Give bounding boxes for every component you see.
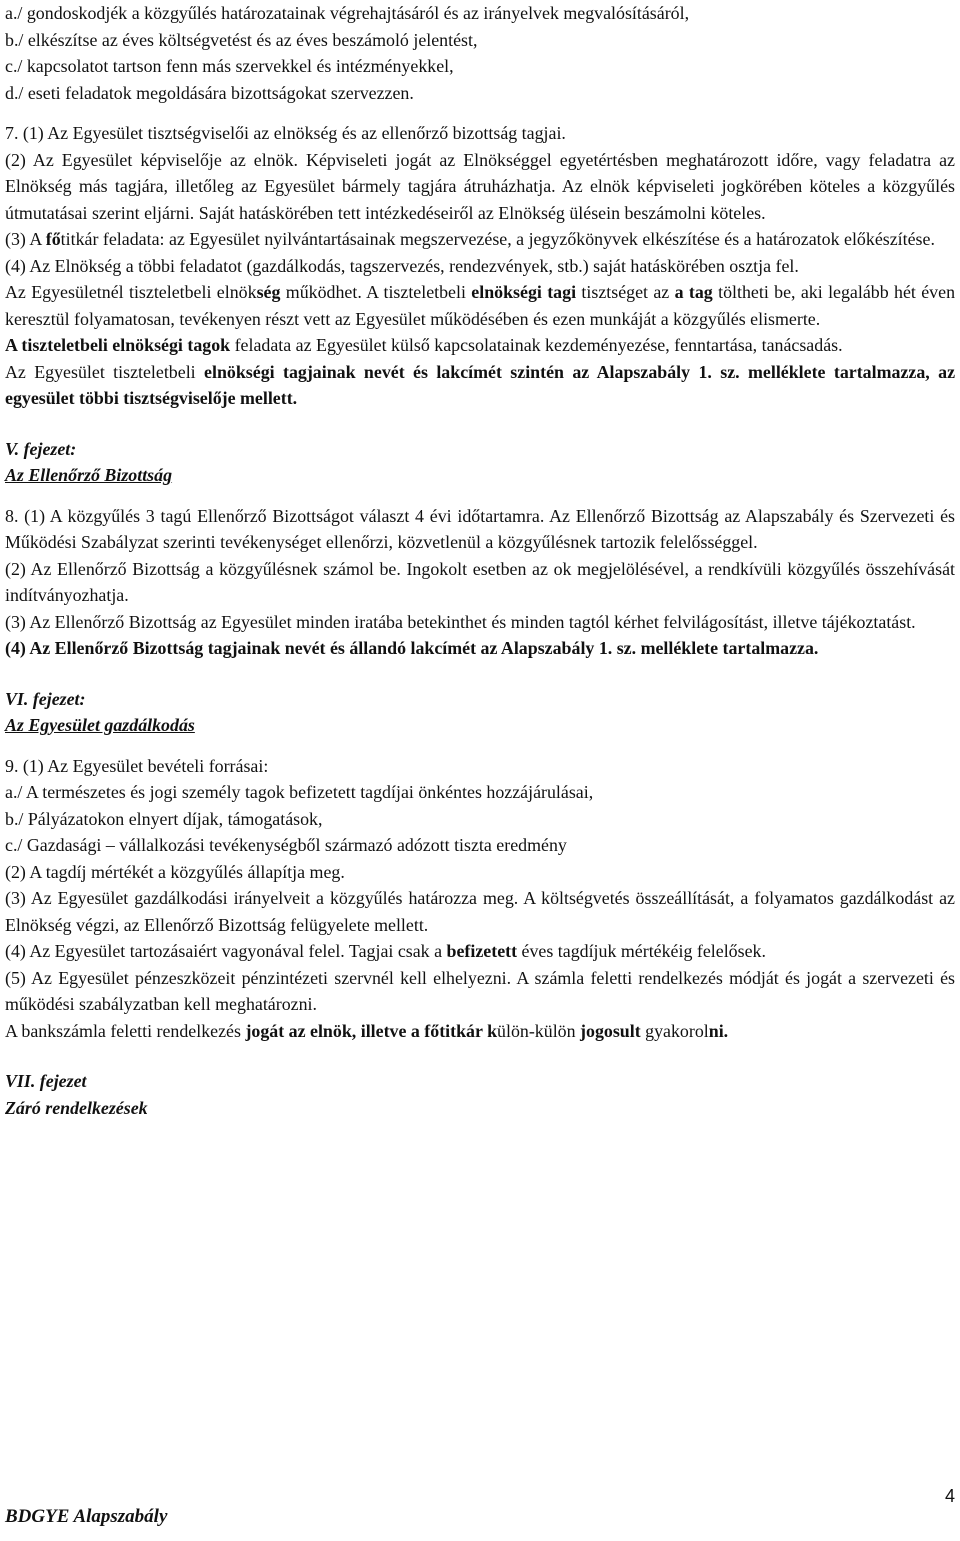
section-9-line: c./ Gazdasági – vállalkozási tevékenységből származó adózott tiszta eredmény xyxy=(5,835,567,855)
section-7-paragraph-4: (4) Az Elnökség a többi feladatot (gazdálkodás, tagszervezés, rendezvények, stb.) saját hatáskörében osztja fel. xyxy=(5,255,799,276)
text-run: (4) Az Egyesület tartozásaiért vagyonával felel. Tagjai csak a xyxy=(5,941,447,961)
chapter-6-label: VI. fejezet: xyxy=(5,688,86,709)
text-run-bold: (4) Az Ellenőrző Bizottság tagjainak nevét és állandó lakcímét az Alapszabály 1. sz. melléklete tartalmazza. xyxy=(5,638,819,658)
document-page xyxy=(5,0,955,1541)
spacer xyxy=(5,106,955,120)
text-run: éves tagdíjuk mértékéig felelősek. xyxy=(517,941,766,961)
text-run-bold: a tag xyxy=(674,282,713,302)
spacer xyxy=(5,662,955,686)
honorary-paragraph-2 xyxy=(5,332,955,359)
text-run: gyakorol xyxy=(640,1020,709,1041)
list-item: a./ gondoskodjék a közgyűlés határozatainak végrehajtásáról és az irányelvek megvalósításáról, xyxy=(5,3,690,23)
chapter-6-title: Az Egyesület gazdálkodás xyxy=(5,715,195,735)
section-7-paragraph-2 xyxy=(5,147,955,227)
chapter-7-title: Záró rendelkezések xyxy=(5,1097,148,1118)
section-9-paragraph-6 xyxy=(5,1018,955,1045)
section-7-paragraph-1: 7. (1) Az Egyesület tisztségviselői az elnökség és az ellenőrző bizottság tagjai. xyxy=(5,123,566,143)
text-run-bold: elnökségi tagjainak nevét és lakcímét szintén az Alapszabály 1. sz. melléklete tartalmazza, az egyesület többi tisztségviselője mellett. xyxy=(5,361,956,408)
list-item: d./ eseti feladatok megoldására bizottságokat szervezzen. xyxy=(5,82,414,103)
text-run: A tiszteletbeli xyxy=(361,282,472,302)
section-9-paragraph-4 xyxy=(5,938,955,965)
section-8-paragraph-3: (3) Az Ellenőrző Bizottság az Egyesület minden iratába betekinthet és minden tagtól kérhet felvilágosítást, illetve tájékoztatást. xyxy=(5,611,916,632)
text-run: töltheti be, aki legalább hét éven keresztül folyamatosan, tevékenyen részt vett az Egyesület működésében és ezen munkáját a közgyűlés elismerte. xyxy=(5,282,956,329)
chapter-7-label: VII. fejezet xyxy=(5,1071,87,1091)
text-run-bold: jogát az elnök, illetve a főtitkár k xyxy=(245,1020,498,1041)
text-run-bold: A tiszteletbeli elnökségi tagok xyxy=(5,335,231,355)
text-run-bold: elnökségi tagi xyxy=(471,282,577,302)
footer-document-title: BDGYE Alapszabály xyxy=(5,1506,168,1527)
section-9-line: (2) A tagdíj mértékét a közgyűlés állapítja meg. xyxy=(5,861,345,882)
section-9-line: 9. (1) Az Egyesület bevételi forrásai: xyxy=(5,755,269,776)
text-run: titkár feladata: az Egyesület nyilvántartásainak megszervezése, a jegyzőkönyvek elkészítése és a határozatok előkészítése. xyxy=(60,229,935,249)
spacer xyxy=(5,412,955,436)
document-body xyxy=(5,0,955,1121)
text-run: Az Egyesület tiszteletbeli xyxy=(5,361,205,382)
honorary-paragraph-1 xyxy=(5,279,955,332)
section-8-paragraph-4 xyxy=(5,635,955,662)
text-run: Az Egyesületnél tiszteletbeli elnök xyxy=(5,282,257,302)
text-run-bold: ség xyxy=(256,282,281,302)
section-8-paragraph-2: (2) Az Ellenőrző Bizottság a közgyűlésnek számol be. Ingokolt esetben az ok megjelölésével, a rendkívüli közgyűlés összehívását indítványozhatja. xyxy=(5,558,955,605)
text-run: Képviseleti jogát az Elnökséggel egyetértésben meghatározott időre, vagy feladatra az Elnökség más tagjára, illetőleg az Egyesület bármely tagjára átruházhatja. Az elnök képviseleti jogkörében köteles a közgyűlés útmutatásai szerint eljárni. Saját hatáskörében tett intézkedéseiről az Elnökség ülésein beszámolni köteles. xyxy=(5,149,955,223)
text-run-bold: ni. xyxy=(708,1020,729,1041)
page-number: 4 xyxy=(944,1486,955,1506)
section-8-paragraph-1: 8. (1) A közgyűlés 3 tagú Ellenőrző Bizottságot választ 4 évi időtartamra. Az Ellenőrző Bizottság az Alapszabály és Szervezeti és Működési Szabályzat szerinti tevékenységet ellenőrzi, közvetlenül a közgyűlésnek tartozik felelősséggel. xyxy=(5,505,955,552)
spacer xyxy=(5,1044,955,1068)
text-run-bold: befizetett xyxy=(446,941,518,961)
section-9-paragraph-5: (5) Az Egyesület pénzeszközeit pénzintézeti szervnél kell elhelyezni. A számla feletti rendelkezés módját és jogát a szervezeti és működési szabályzatban kell meghatározni. xyxy=(5,967,955,1014)
section-9-paragraph-3: (3) Az Egyesület gazdálkodási irányelveit a közgyűlés határozza meg. A költségvetés összeállítását, a folyamatos gazdálkodást az Elnökség végzi, az Ellenőrző Bizottság felügyelete mellett. xyxy=(5,888,955,935)
text-run: (2) Az Egyesület képviselője az elnök. xyxy=(5,149,299,170)
text-run-bold: fő xyxy=(45,229,61,249)
section-7-paragraph-3 xyxy=(5,226,955,253)
text-run: A bankszámla feletti rendelkezés xyxy=(5,1020,246,1041)
text-run: (3) A xyxy=(5,229,46,249)
section-9-line: b./ Pályázatokon elnyert díjak, támogatások, xyxy=(5,808,323,829)
text-run-bold: jogosult xyxy=(580,1020,641,1041)
honorary-paragraph-3 xyxy=(5,359,955,412)
list-item: b./ elkészítse az éves költségvetést és az éves beszámoló jelentést, xyxy=(5,29,478,50)
list-item: c./ kapcsolatot tartson fenn más szervekkel és intézményekkel, xyxy=(5,56,454,76)
spacer xyxy=(5,489,955,503)
spacer xyxy=(5,739,955,753)
text-run: működhet. xyxy=(280,282,362,302)
text-run: feladata az Egyesület külső kapcsolatainak kezdeményezése, fenntartása, tanácsadás. xyxy=(230,335,843,355)
chapter-5-title: Az Ellenőrző Bizottság xyxy=(5,465,173,485)
text-run: ülön-külön xyxy=(497,1020,581,1041)
section-9-line: a./ A természetes és jogi személy tagok befizetett tagdíjai önkéntes hozzájárulásai, xyxy=(5,782,594,802)
chapter-5-label: V. fejezet: xyxy=(5,438,77,459)
text-run: tisztséget az xyxy=(576,282,675,302)
